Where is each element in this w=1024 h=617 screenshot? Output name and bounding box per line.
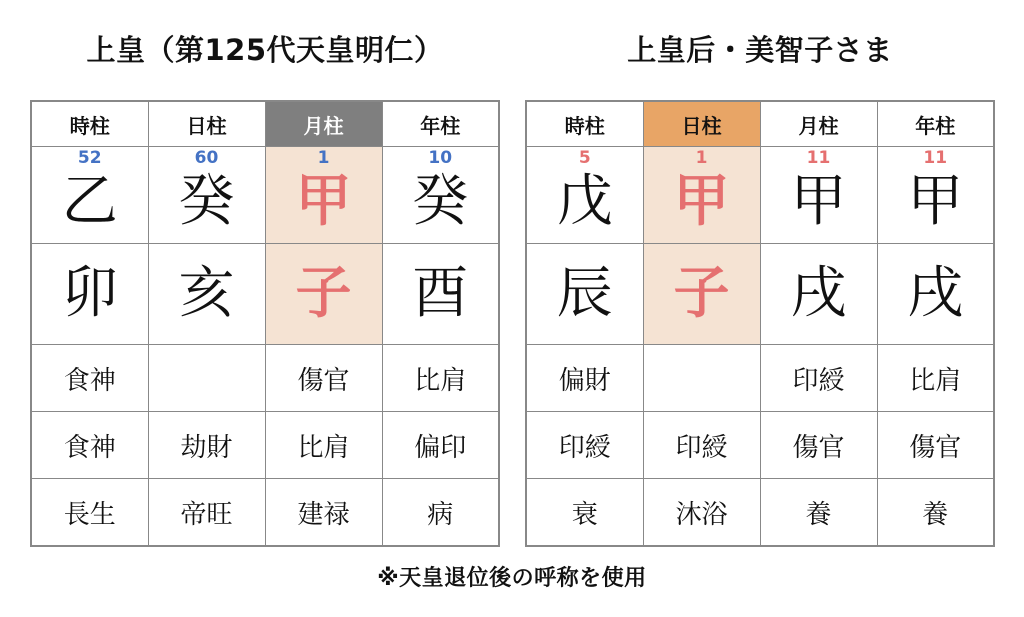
earthly-branch: 戌 [877, 244, 994, 345]
ten-god-cell-empty [148, 345, 265, 412]
twelve-stage-cell: 衰 [526, 479, 643, 547]
stem-cell [148, 147, 265, 244]
stem-cell-highlighted [643, 147, 760, 244]
column-header-hour: 時柱 [526, 101, 643, 147]
twelve-stage-cell: 沐浴 [643, 479, 760, 547]
twelve-stage-cell: 病 [382, 479, 499, 547]
twelve-stage-cell: 長生 [31, 479, 148, 547]
ten-god-cell: 印綬 [760, 345, 877, 412]
cycle-number: 11 [806, 148, 831, 168]
ten-god-cell: 比肩 [382, 345, 499, 412]
empress-pillar-table [525, 100, 995, 547]
cycle-number: 52 [77, 148, 102, 168]
branch-row [526, 244, 994, 345]
stem-cell-highlighted [265, 147, 382, 244]
twelve-stage-cell: 養 [877, 479, 994, 547]
ten-god-cell: 印綬 [643, 412, 760, 479]
heavenly-stem: 癸 [412, 168, 469, 234]
column-header-year: 年柱 [382, 101, 499, 147]
cycle-number: 1 [317, 148, 330, 168]
column-header-month: 月柱 [760, 101, 877, 147]
cycle-number: 11 [923, 148, 948, 168]
twelve-stage-cell: 養 [760, 479, 877, 547]
earthly-branch: 戌 [760, 244, 877, 345]
footnote: ※天皇退位後の呼称を使用 [377, 566, 647, 591]
ten-god-cell: 食神 [31, 412, 148, 479]
ten-god-cell: 比肩 [877, 345, 994, 412]
heavenly-stem: 甲 [673, 168, 730, 234]
earthly-branch-highlighted: 子 [643, 244, 760, 345]
earthly-branch: 卯 [31, 244, 148, 345]
earthly-branch: 辰 [526, 244, 643, 345]
column-header-day: 日柱 [148, 101, 265, 147]
ten-gods-row-1 [526, 345, 994, 412]
stem-cell [760, 147, 877, 244]
ten-god-cell: 偏財 [526, 345, 643, 412]
ten-god-cell: 食神 [31, 345, 148, 412]
header-row [31, 101, 499, 147]
earthly-branch: 酉 [382, 244, 499, 345]
empress-chart-title: 上皇后・美智子さま [627, 33, 893, 67]
heavenly-stem: 甲 [907, 168, 964, 234]
twelve-stage-cell: 建禄 [265, 479, 382, 547]
header-row [526, 101, 994, 147]
stem-cell [382, 147, 499, 244]
earthly-branch: 亥 [148, 244, 265, 345]
column-header-year: 年柱 [877, 101, 994, 147]
ten-gods-row-2 [31, 412, 499, 479]
ten-gods-row-1 [31, 345, 499, 412]
stem-cell [877, 147, 994, 244]
column-header-day-highlighted: 日柱 [643, 101, 760, 147]
emperor-pillar-table [30, 100, 500, 547]
ten-god-cell: 傷官 [265, 345, 382, 412]
heavenly-stem: 乙 [61, 168, 118, 234]
twelve-stages-row [526, 479, 994, 547]
cycle-number: 10 [428, 148, 453, 168]
stem-cell [526, 147, 643, 244]
branch-row [31, 244, 499, 345]
cycle-number: 60 [194, 148, 219, 168]
cycle-number: 1 [695, 148, 708, 168]
stem-row [31, 147, 499, 244]
ten-god-cell: 傷官 [760, 412, 877, 479]
ten-god-cell: 劫財 [148, 412, 265, 479]
ten-god-cell: 比肩 [265, 412, 382, 479]
stem-row [526, 147, 994, 244]
ten-god-cell: 偏印 [382, 412, 499, 479]
ten-god-cell: 傷官 [877, 412, 994, 479]
twelve-stages-row [31, 479, 499, 547]
ten-god-cell-empty [643, 345, 760, 412]
heavenly-stem: 甲 [295, 168, 352, 234]
stem-cell [31, 147, 148, 244]
heavenly-stem: 戊 [556, 168, 613, 234]
column-header-hour: 時柱 [31, 101, 148, 147]
heavenly-stem: 甲 [790, 168, 847, 234]
earthly-branch-highlighted: 子 [265, 244, 382, 345]
emperor-chart-title: 上皇（第125代天皇明仁） [86, 33, 444, 67]
twelve-stage-cell: 帝旺 [148, 479, 265, 547]
ten-god-cell: 印綬 [526, 412, 643, 479]
cycle-number: 5 [578, 148, 591, 168]
column-header-month-highlighted: 月柱 [265, 101, 382, 147]
ten-gods-row-2 [526, 412, 994, 479]
heavenly-stem: 癸 [178, 168, 235, 234]
